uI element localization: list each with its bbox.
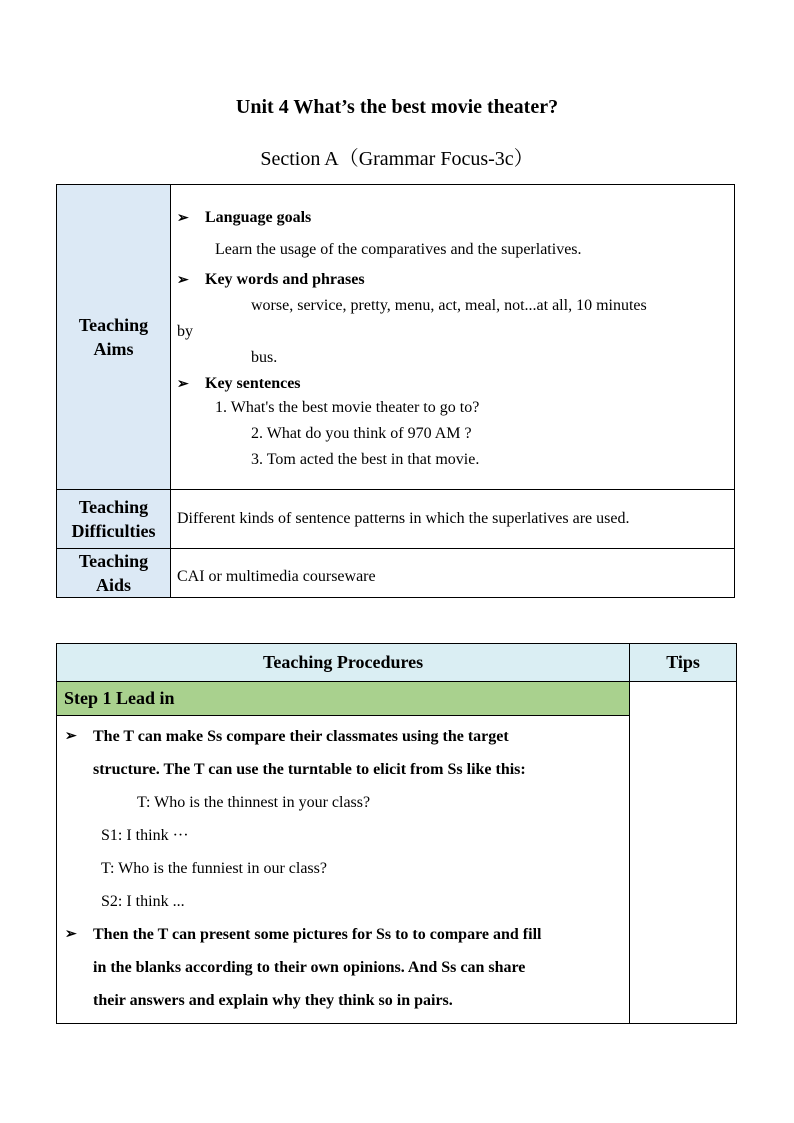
teaching-aims-table — [56, 184, 735, 598]
right-arrowhead-icon: ➢ — [177, 272, 189, 288]
document-subtitle: Section A（Grammar Focus-3c） — [260, 148, 534, 170]
bullet-item: ➢ The T can make Ss compare their classmates using the target — [65, 720, 623, 753]
key-words-line: by — [177, 323, 193, 340]
right-arrowhead-icon: ➢ — [65, 927, 77, 942]
teaching-aims-label: Teaching Aims — [57, 185, 171, 490]
bullet-item: ➢ Then the T can present some pictures for Ss to to compare and fill — [65, 918, 623, 951]
bullet-continuation: their answers and explain why they think so in pairs. — [93, 992, 453, 1009]
teaching-procedures-table — [56, 643, 737, 1024]
right-arrowhead-icon: ➢ — [177, 210, 189, 226]
teaching-difficulties-label: Teaching Difficulties — [57, 490, 171, 549]
language-goals-text: Learn the usage of the comparatives and the superlatives. — [215, 241, 582, 258]
step-1-body — [57, 716, 630, 1024]
key-words-line: worse, service, pretty, menu, act, meal, not...at all, 10 minutes — [251, 297, 647, 314]
tips-header: Tips — [630, 644, 737, 682]
teaching-aids-text: CAI or multimedia courseware — [171, 549, 735, 598]
dialogue-line: T: Who is the funniest in our class? — [101, 860, 327, 877]
teaching-aids-label: Teaching Aids — [57, 549, 171, 598]
right-arrowhead-icon: ➢ — [177, 376, 189, 392]
step-1-title: Step 1 Lead in — [57, 682, 630, 716]
dialogue-line: T: Who is the thinnest in your class? — [137, 794, 371, 811]
teaching-procedures-header: Teaching Procedures — [57, 644, 630, 682]
key-words-heading: ➢ Key words and phrases — [177, 271, 365, 288]
language-goals-heading: ➢ Language goals — [177, 209, 312, 226]
right-arrowhead-icon: ➢ — [65, 729, 77, 744]
dialogue-line: S1: I think ··· — [101, 827, 189, 844]
teaching-aims-content — [171, 185, 735, 490]
dialogue-line: S2: I think ... — [101, 893, 185, 910]
key-sentence: 1. What's the best movie theater to go to? — [215, 399, 480, 416]
teaching-difficulties-text: Different kinds of sentence patterns in which the superlatives are used. — [171, 490, 735, 549]
tips-cell — [630, 682, 737, 1024]
document-title: Unit 4 What’s the best movie theater? — [235, 96, 559, 118]
key-words-line: bus. — [251, 349, 278, 366]
bullet-continuation: in the blanks according to their own opinions. And Ss can share — [93, 959, 526, 976]
key-sentence: 2. What do you think of 970 AM ? — [251, 425, 472, 442]
key-sentence: 3. Tom acted the best in that movie. — [251, 451, 480, 468]
key-sentences-heading: ➢ Key sentences — [177, 375, 301, 392]
bullet-continuation: structure. The T can use the turntable to elicit from Ss like this: — [93, 761, 526, 778]
